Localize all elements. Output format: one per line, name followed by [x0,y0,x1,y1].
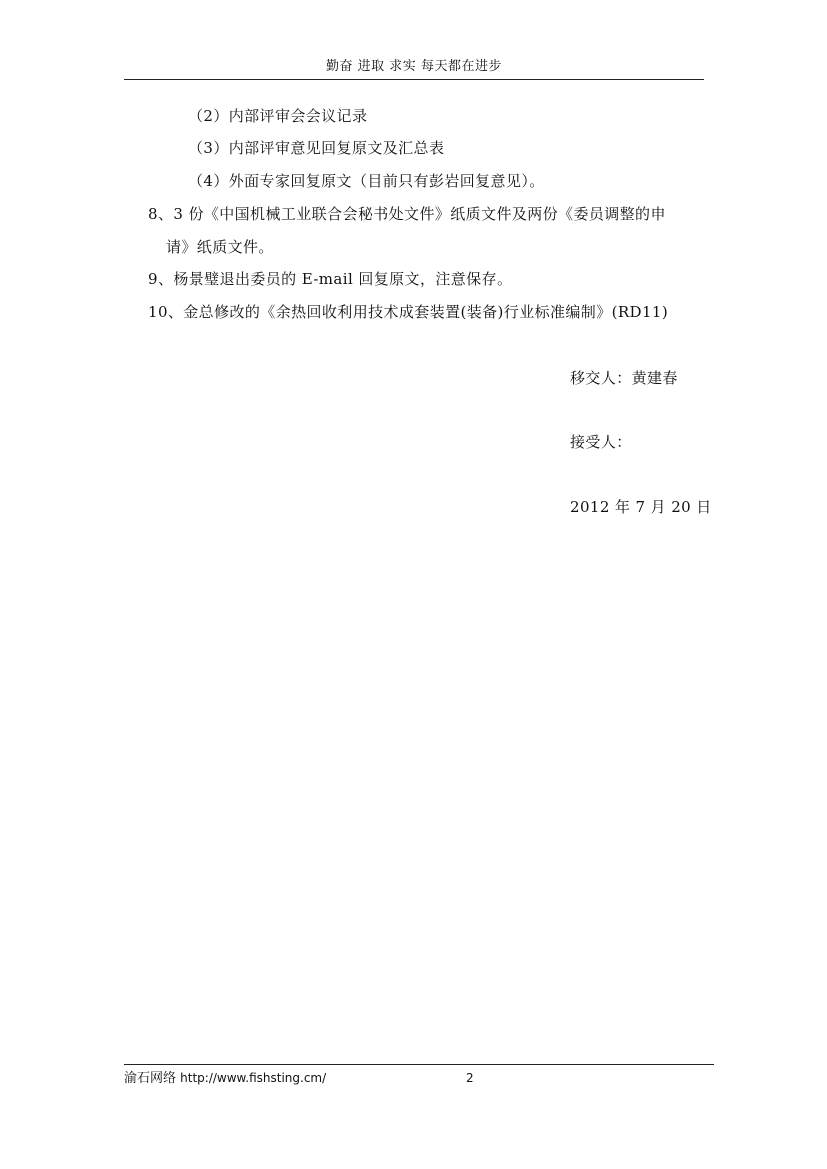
list-item: 8、3 份《中国机械工业联合会秘书处文件》纸质文件及两份《委员调整的申 [148,205,666,223]
handover-person: 移交人：黄建春 [570,369,678,387]
signature-date: 2012 年 7 月 20 日 [570,498,712,516]
header-motto: 勤奋 进取 求实 每天都在进步 [326,59,502,74]
list-item: （3）内部评审意见回复原文及汇总表 [188,139,445,157]
footer-site-name: 渝石网络 [124,1071,177,1086]
receiver-person: 接受人： [570,433,632,451]
list-item: 10、金总修改的《余热回收利用技术成套装置(装备)行业标准编制》(RD11) [148,303,669,321]
footer-url-link[interactable]: http://www.fishsting.cm/ [180,1071,327,1085]
list-item-continuation: 请》纸质文件。 [166,238,274,256]
page-footer [124,1064,714,1089]
page-header [124,57,704,80]
list-item: （4）外面专家回复原文（目前只有彭岩回复意见）。 [188,172,545,190]
footer-site [124,1069,326,1088]
list-item: （2）内部评审会会议记录 [188,107,368,125]
list-item: 9、杨景璧退出委员的 E-mail 回复原文，注意保存。 [148,270,513,288]
page-number: 2 [466,1071,474,1085]
